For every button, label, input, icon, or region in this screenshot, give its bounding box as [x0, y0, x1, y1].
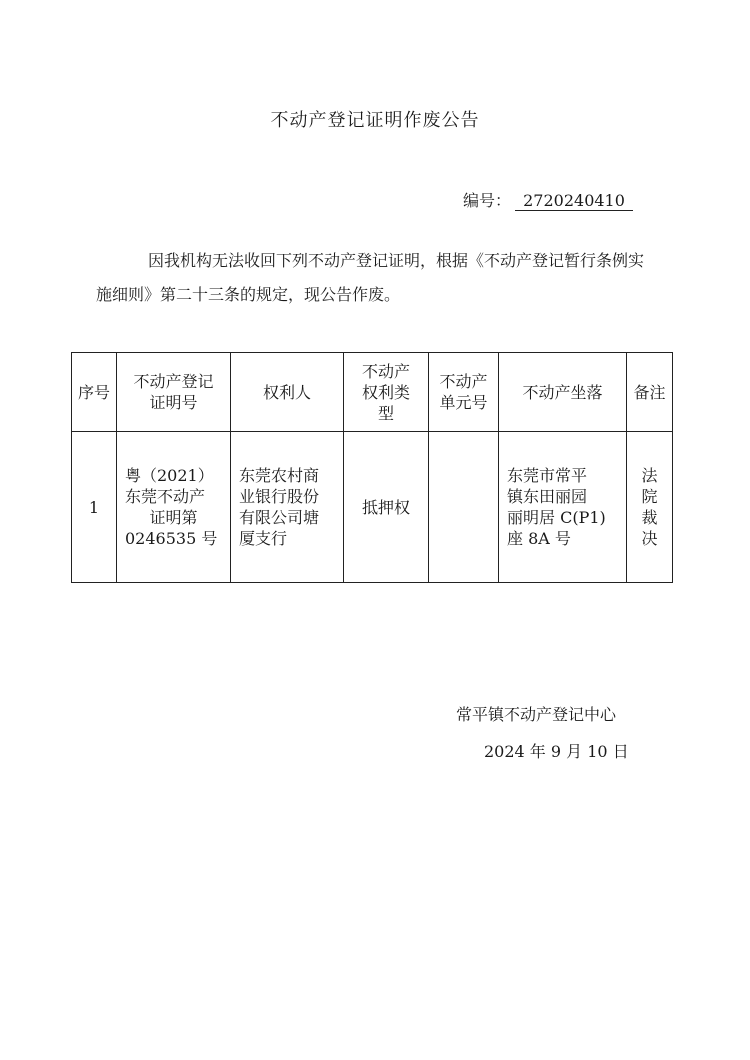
remark-char: 法	[641, 466, 658, 485]
holder-line: 业银行股份	[239, 487, 320, 506]
doc-number-value: 2720240410	[515, 191, 633, 211]
certificate-table	[71, 352, 673, 583]
header-right-type-line: 型	[377, 403, 394, 423]
header-remark: 备注	[627, 353, 673, 432]
location-line: 镇东田丽园	[507, 487, 588, 506]
location-line: 丽明居 C(P1)	[507, 508, 606, 527]
signature-date: 2024 年 9 月 10 日	[484, 742, 629, 761]
location-line: 座 8A 号	[507, 529, 571, 548]
cell-location	[499, 432, 627, 583]
header-unit-no-line: 单元号	[439, 393, 488, 412]
header-location: 不动产坐落	[499, 353, 627, 432]
remark-char: 裁	[641, 508, 658, 527]
header-cert-no-line: 不动产登记	[133, 372, 214, 391]
remark-char: 院	[641, 487, 658, 506]
cell-holder	[231, 432, 344, 583]
cell-cert-no	[117, 432, 231, 583]
doc-number	[463, 188, 633, 211]
header-right-type-line: 权利类	[361, 382, 410, 402]
table-header-row	[72, 353, 673, 432]
cell-unit-no	[429, 432, 499, 583]
signature-organization: 常平镇不动产登记中心	[456, 705, 617, 724]
holder-line: 东莞农村商	[239, 466, 320, 485]
location-line: 东莞市常平	[507, 466, 588, 485]
header-cert-no	[117, 353, 231, 432]
header-unit-no-line: 不动产	[439, 372, 488, 391]
announcement-paragraph: 因我机构无法收回下列不动产登记证明，根据《不动产登记暂行条例实施细则》第二十三条的规定，现公告作废。	[96, 251, 645, 304]
cert-no-line: 证明第	[149, 508, 198, 527]
table-row	[72, 432, 673, 583]
cell-right-type: 抵押权	[344, 432, 429, 583]
header-seq: 序号	[72, 353, 117, 432]
cert-no-line: 东莞不动产	[125, 487, 206, 506]
holder-line: 有限公司塘	[239, 508, 320, 527]
cell-seq: 1	[72, 432, 117, 583]
header-right-type	[344, 353, 429, 432]
cert-no-line: 0246535 号	[125, 529, 218, 548]
header-unit-no	[429, 353, 499, 432]
remark-char: 决	[641, 529, 658, 548]
page-title: 不动产登记证明作废公告	[270, 110, 480, 131]
cell-remark	[627, 432, 673, 583]
header-cert-no-line: 证明号	[149, 393, 198, 412]
holder-line: 厦支行	[239, 529, 288, 548]
header-holder: 权利人	[231, 353, 344, 432]
cert-no-line: 粤（2021）	[125, 466, 214, 485]
header-right-type-line: 不动产	[361, 361, 410, 381]
doc-number-label: 编号：	[463, 191, 512, 210]
